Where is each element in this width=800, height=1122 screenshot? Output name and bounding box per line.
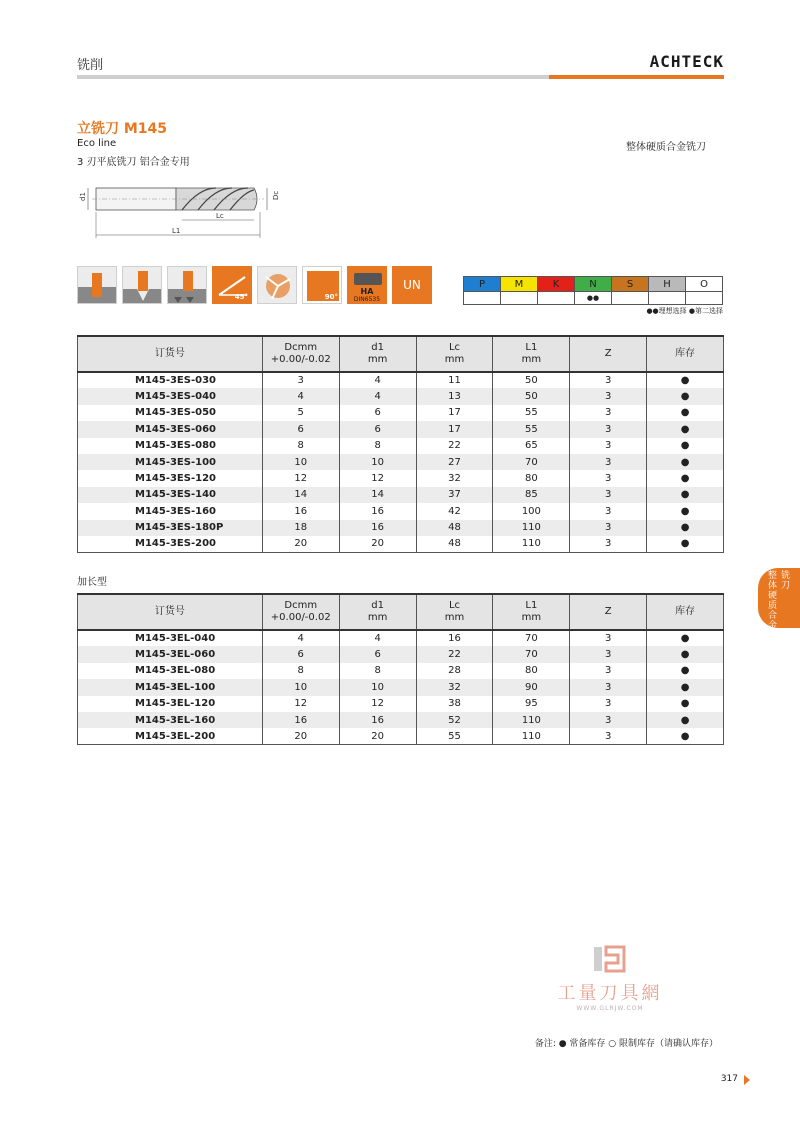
table-cell: 3 [570, 630, 647, 646]
order-code-cell: M145-3ES-180P [78, 520, 263, 536]
order-code-cell: M145-3ES-200 [78, 536, 263, 552]
table-cell: 16 [262, 503, 339, 519]
table-row [78, 487, 724, 503]
material-o-rating [686, 292, 723, 305]
table-row [78, 470, 724, 486]
header-divider-orange [549, 75, 724, 79]
material-m-rating [501, 292, 538, 305]
table-cell: 3 [570, 679, 647, 695]
table-cell: 70 [493, 630, 570, 646]
material-k-rating [538, 292, 575, 305]
table-cell: 10 [339, 679, 416, 695]
table-cell: 95 [493, 696, 570, 712]
table-row [78, 679, 724, 695]
product-category: 整体硬质合金铣刀 [626, 142, 706, 153]
column-header: Dcmm +0.00/-0.02 [262, 336, 339, 372]
three-flute-icon [257, 266, 297, 304]
shank-std-label: DIN6535 [353, 296, 381, 303]
table-cell: 6 [339, 405, 416, 421]
table-cell: 20 [339, 536, 416, 552]
slotting-icon [77, 266, 117, 304]
table-cell: 110 [493, 728, 570, 744]
helix-angle-label: 45° [234, 293, 248, 301]
table-cell: 3 [570, 487, 647, 503]
table-cell: 14 [339, 487, 416, 503]
column-header: Dcmm +0.00/-0.02 [262, 594, 339, 630]
table-cell: 20 [262, 536, 339, 552]
table-row [78, 536, 724, 552]
table-cell: 28 [416, 663, 493, 679]
column-header: L1 mm [493, 594, 570, 630]
table-cell: ● [647, 372, 724, 388]
table-row [78, 646, 724, 662]
table-cell: 20 [262, 728, 339, 744]
table-cell: 50 [493, 372, 570, 388]
order-code-cell: M145-3EL-080 [78, 663, 263, 679]
table-cell: ● [647, 536, 724, 552]
table-cell: 52 [416, 712, 493, 728]
column-header: Z [570, 336, 647, 372]
table-cell: 8 [262, 663, 339, 679]
table-cell: 3 [570, 503, 647, 519]
order-code-cell: M145-3ES-050 [78, 405, 263, 421]
feature-icons [77, 266, 437, 304]
table-cell: 20 [339, 728, 416, 744]
table-cell: 3 [570, 438, 647, 454]
side-tab-col1: 整体硬质合金 [768, 571, 778, 631]
table-cell: ● [647, 454, 724, 470]
table-cell: 3 [570, 388, 647, 404]
table-cell: ● [647, 646, 724, 662]
table-cell: 13 [416, 388, 493, 404]
corner-angle-icon [302, 266, 342, 304]
table-cell: 55 [416, 728, 493, 744]
table-row [78, 503, 724, 519]
helix-angle-icon [212, 266, 252, 304]
column-header: d1 mm [339, 594, 416, 630]
table-cell: 8 [262, 438, 339, 454]
column-header: Lc mm [416, 594, 493, 630]
table-cell: 37 [416, 487, 493, 503]
material-s: S [612, 277, 649, 292]
dim-label-dc: Dc [272, 190, 280, 200]
table-cell: 110 [493, 712, 570, 728]
watermark [535, 945, 685, 1012]
order-code-cell: M145-3EL-100 [78, 679, 263, 695]
table-row [78, 630, 724, 646]
table-row [78, 421, 724, 437]
product-title: 立铣刀 M145 [77, 121, 168, 137]
section-title: 铣削 [77, 58, 104, 73]
table-cell: 22 [416, 438, 493, 454]
material-p-rating [464, 292, 501, 305]
material-n: N [575, 277, 612, 292]
table-cell: 55 [493, 405, 570, 421]
coating-label: UN [403, 278, 421, 292]
material-k: K [538, 277, 575, 292]
product-description: 3 刃平底铣刀 铝合金专用 [77, 157, 190, 168]
table-cell: ● [647, 503, 724, 519]
order-code-cell: M145-3ES-030 [78, 372, 263, 388]
table-cell: 6 [339, 421, 416, 437]
table-cell: 80 [493, 470, 570, 486]
table-cell: 14 [262, 487, 339, 503]
side-tab-col2: 铣刀 [781, 571, 791, 591]
table-cell: 3 [570, 405, 647, 421]
table-cell: 3 [570, 454, 647, 470]
table-cell: 3 [570, 712, 647, 728]
order-code-cell: M145-3ES-060 [78, 421, 263, 437]
table-row [78, 728, 724, 744]
table-row [78, 696, 724, 712]
table-row [78, 388, 724, 404]
watermark-logo-icon [590, 945, 630, 973]
column-header: 库存 [647, 336, 724, 372]
spec-table-extended [77, 593, 724, 745]
table-cell: 90 [493, 679, 570, 695]
watermark-text: 工量刀具網 [557, 983, 663, 1004]
stock-footnote: 备注: ● 常备库存 ○ 限制库存（请确认库存） [534, 1039, 718, 1049]
table-cell: 65 [493, 438, 570, 454]
shank-icon [347, 266, 387, 304]
material-legend: ●●理想选择 ●第二选择 [646, 307, 723, 315]
order-code-cell: M145-3EL-200 [78, 728, 263, 744]
table-cell: 3 [262, 372, 339, 388]
table-cell: ● [647, 630, 724, 646]
table-cell: 27 [416, 454, 493, 470]
end-mill-drawing [74, 180, 294, 242]
extended-heading: 加长型 [77, 577, 107, 588]
table-cell: 38 [416, 696, 493, 712]
corner-angle-label: 90° [324, 293, 338, 301]
table-cell: 16 [416, 630, 493, 646]
table-cell: 4 [339, 372, 416, 388]
dim-label-l1: L1 [172, 227, 181, 235]
table-cell: 4 [262, 630, 339, 646]
table-cell: 3 [570, 520, 647, 536]
column-header: 库存 [647, 594, 724, 630]
table-cell: ● [647, 405, 724, 421]
shank-type-label: HA [360, 287, 374, 296]
table-cell: 22 [416, 646, 493, 662]
table-cell: 3 [570, 728, 647, 744]
table-cell: 32 [416, 679, 493, 695]
order-code-cell: M145-3ES-120 [78, 470, 263, 486]
table-cell: 48 [416, 520, 493, 536]
material-p: P [464, 277, 501, 292]
plunging-icon [167, 266, 207, 304]
table-cell: 3 [570, 372, 647, 388]
material-h-rating [649, 292, 686, 305]
table-row [78, 663, 724, 679]
product-line: Eco line [77, 138, 117, 149]
table-row [78, 520, 724, 536]
side-tab [758, 568, 800, 631]
table-cell: 6 [339, 646, 416, 662]
table-cell: 4 [339, 388, 416, 404]
table-cell: 110 [493, 536, 570, 552]
table-cell: 18 [262, 520, 339, 536]
order-code-cell: M145-3EL-120 [78, 696, 263, 712]
table-cell: 70 [493, 454, 570, 470]
table-cell: 11 [416, 372, 493, 388]
table-row [78, 372, 724, 388]
coating-icon [392, 266, 432, 304]
column-header: L1 mm [493, 336, 570, 372]
table-row [78, 712, 724, 728]
table-cell: 12 [339, 470, 416, 486]
order-code-cell: M145-3EL-060 [78, 646, 263, 662]
table-cell: 4 [262, 388, 339, 404]
table-cell: 3 [570, 536, 647, 552]
table-cell: 50 [493, 388, 570, 404]
column-header: 订货号 [78, 594, 263, 630]
table-cell: 4 [339, 630, 416, 646]
table-cell: 55 [493, 421, 570, 437]
column-header: Z [570, 594, 647, 630]
table-cell: 70 [493, 646, 570, 662]
table-cell: 110 [493, 520, 570, 536]
table-cell: 80 [493, 663, 570, 679]
table-cell: 6 [262, 421, 339, 437]
table-cell: 3 [570, 663, 647, 679]
table-cell: 8 [339, 663, 416, 679]
table-cell: ● [647, 712, 724, 728]
dim-label-d1: d1 [79, 192, 87, 201]
table-cell: 5 [262, 405, 339, 421]
table-row [78, 454, 724, 470]
table-cell: 3 [570, 421, 647, 437]
brand-logo: ACHTECK [649, 52, 724, 71]
table-cell: 3 [570, 470, 647, 486]
table-cell: 10 [262, 679, 339, 695]
table-cell: 12 [262, 470, 339, 486]
material-h: H [649, 277, 686, 292]
table-cell: 16 [262, 712, 339, 728]
order-code-cell: M145-3EL-160 [78, 712, 263, 728]
header-divider-gray [77, 75, 549, 79]
table-cell: 12 [262, 696, 339, 712]
table-cell: ● [647, 520, 724, 536]
watermark-url: WWW.GLRJW.COM [576, 1005, 644, 1012]
table-cell: ● [647, 388, 724, 404]
table-cell: ● [647, 470, 724, 486]
table-cell: 17 [416, 421, 493, 437]
material-o: O [686, 277, 723, 292]
order-code-cell: M145-3ES-040 [78, 388, 263, 404]
order-code-cell: M145-3ES-140 [78, 487, 263, 503]
table-cell: 85 [493, 487, 570, 503]
order-code-cell: M145-3ES-100 [78, 454, 263, 470]
dim-label-lc: Lc [216, 212, 224, 220]
table-cell: 3 [570, 696, 647, 712]
table-cell: 16 [339, 520, 416, 536]
table-cell: 6 [262, 646, 339, 662]
order-code-cell: M145-3ES-160 [78, 503, 263, 519]
table-cell: ● [647, 696, 724, 712]
table-cell: 32 [416, 470, 493, 486]
table-cell: 100 [493, 503, 570, 519]
material-table [463, 276, 723, 305]
page-number: 317 [720, 1074, 738, 1084]
table-cell: ● [647, 421, 724, 437]
table-cell: ● [647, 438, 724, 454]
column-header: d1 mm [339, 336, 416, 372]
spec-table-standard [77, 335, 724, 553]
table-row [78, 405, 724, 421]
material-n-rating: ●● [575, 292, 612, 305]
column-header: 订货号 [78, 336, 263, 372]
ramping-icon [122, 266, 162, 304]
next-page-arrow-icon [744, 1075, 750, 1085]
table-cell: 48 [416, 536, 493, 552]
table-cell: 17 [416, 405, 493, 421]
order-code-cell: M145-3EL-040 [78, 630, 263, 646]
table-cell: 42 [416, 503, 493, 519]
table-cell: ● [647, 679, 724, 695]
table-cell: 16 [339, 712, 416, 728]
column-header: Lc mm [416, 336, 493, 372]
table-cell: 16 [339, 503, 416, 519]
table-cell: 10 [339, 454, 416, 470]
table-cell: ● [647, 487, 724, 503]
table-cell: ● [647, 663, 724, 679]
table-cell: 8 [339, 438, 416, 454]
material-m: M [501, 277, 538, 292]
table-cell: 10 [262, 454, 339, 470]
material-s-rating [612, 292, 649, 305]
table-cell: ● [647, 728, 724, 744]
table-row [78, 438, 724, 454]
table-cell: 3 [570, 646, 647, 662]
order-code-cell: M145-3ES-080 [78, 438, 263, 454]
table-cell: 12 [339, 696, 416, 712]
